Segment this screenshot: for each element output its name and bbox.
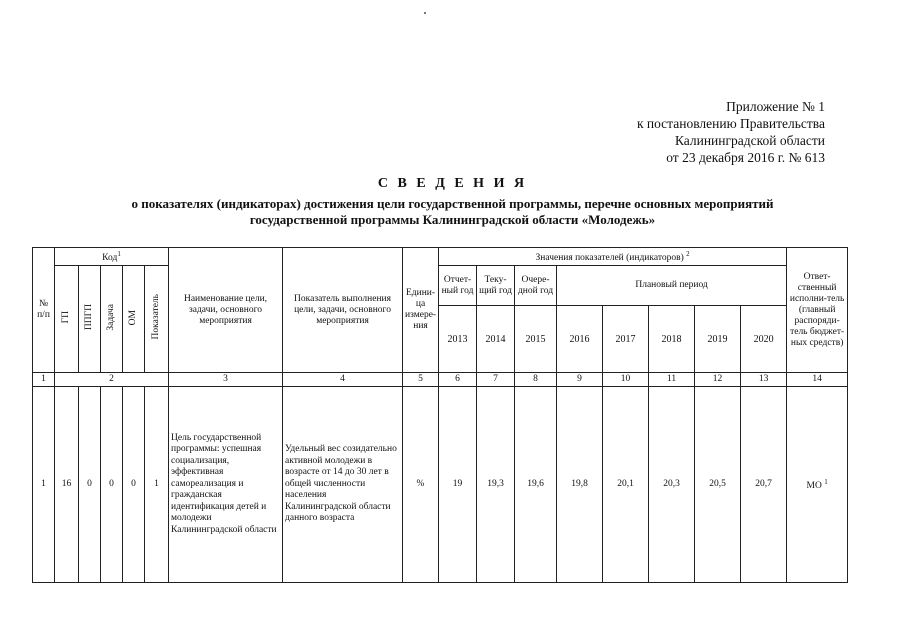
header-om-label: ОМ [128, 309, 138, 325]
header-reporting-year: Отчет-ный год [439, 266, 477, 306]
header-task [101, 266, 123, 373]
header-code-label: Код [102, 253, 118, 264]
indicators-table [32, 247, 848, 583]
scan-speck [424, 12, 426, 14]
header-values-label: Значения показателей (индикаторов) [535, 253, 684, 264]
year-cell: 2017 [603, 306, 649, 373]
responsible-label: МО [806, 481, 822, 492]
row-value: 20,1 [603, 387, 649, 583]
header-task-label: Задача [106, 303, 116, 331]
year-cell: 2018 [649, 306, 695, 373]
index-cell: 7 [477, 373, 515, 387]
row-value: 20,3 [649, 387, 695, 583]
index-cell: 13 [741, 373, 787, 387]
footnote-mark: 2 [686, 250, 690, 258]
year-cell: 2014 [477, 306, 515, 373]
index-cell: 14 [787, 373, 848, 387]
row-ind: 1 [145, 387, 169, 583]
index-cell: 8 [515, 373, 557, 387]
year-cell: 2020 [741, 306, 787, 373]
header-num: № п/п [33, 248, 55, 373]
index-cell: 3 [169, 373, 283, 387]
index-cell: 5 [403, 373, 439, 387]
row-gp: 16 [55, 387, 79, 583]
row-responsible [787, 387, 848, 583]
row-name: Цель государственной программы: успешная социализация, эффективная самореализация и гражданская идентификация детей и молодежи Калининградской области [169, 387, 283, 583]
header-indicator: Показатель выполнения цели, задачи, основного мероприятия [283, 248, 403, 373]
subtitle-line: о показателях (индикаторах) достижения цели государственной программы, перечне основных мероприятий [131, 196, 774, 211]
header-name: Наименование цели, задачи, основного мероприятия [169, 248, 283, 373]
index-cell: 12 [695, 373, 741, 387]
header-planning-period: Плановый период [557, 266, 787, 306]
column-index-row [33, 373, 848, 387]
appendix-line: Калининградской области [674, 133, 825, 148]
row-ppgp: 0 [79, 387, 101, 583]
appendix-line: Приложение № 1 [726, 99, 825, 114]
header-values [439, 248, 787, 266]
header-ppgp-label: ППГП [84, 304, 94, 331]
document-subtitle [60, 196, 845, 228]
index-cell: 2 [55, 373, 169, 387]
row-value: 20,7 [741, 387, 787, 583]
header-next-year: Очере-дной год [515, 266, 557, 306]
index-cell: 4 [283, 373, 403, 387]
footnote-mark: 1 [824, 478, 828, 486]
row-unit: % [403, 387, 439, 583]
row-value: 19 [439, 387, 477, 583]
footnote-mark: 1 [117, 250, 121, 258]
index-cell: 1 [33, 373, 55, 387]
row-indicator: Удельный вес созидательно активной молодежи в возрасте от 14 до 30 лет в общей численности населения Калининградской области данного возраста [283, 387, 403, 583]
header-gp-label: ГП [61, 310, 71, 324]
subtitle-line: государственной программы Калининградской области «Молодежь» [249, 212, 656, 227]
header-indicator-code [145, 266, 169, 373]
document-title: С В Е Д Е Н И Я [377, 176, 528, 191]
appendix-line: от 23 декабря 2016 г. № 613 [666, 150, 825, 165]
year-cell: 2013 [439, 306, 477, 373]
row-om: 0 [123, 387, 145, 583]
header-indicator-code-label: Показатель [151, 294, 161, 340]
index-cell: 9 [557, 373, 603, 387]
header-om [123, 266, 145, 373]
header-responsible: Ответ-ственный исполни-тель (главный распоряди-тель бюджет-ных средств) [787, 248, 848, 373]
header-code [55, 248, 169, 266]
year-cell: 2016 [557, 306, 603, 373]
row-value: 19,8 [557, 387, 603, 583]
header-gp [55, 266, 79, 373]
table-row [33, 387, 848, 583]
row-value: 19,6 [515, 387, 557, 583]
appendix-line: к постановлению Правительства [636, 116, 825, 131]
row-value: 20,5 [695, 387, 741, 583]
index-cell: 10 [603, 373, 649, 387]
year-cell: 2019 [695, 306, 741, 373]
header-unit: Едини-ца измере-ния [403, 248, 439, 373]
row-num: 1 [33, 387, 55, 583]
index-cell: 6 [439, 373, 477, 387]
header-current-year: Теку-щий год [477, 266, 515, 306]
index-cell: 11 [649, 373, 695, 387]
header-ppgp [79, 266, 101, 373]
appendix-block [637, 98, 825, 166]
year-cell: 2015 [515, 306, 557, 373]
row-value: 19,3 [477, 387, 515, 583]
row-task: 0 [101, 387, 123, 583]
